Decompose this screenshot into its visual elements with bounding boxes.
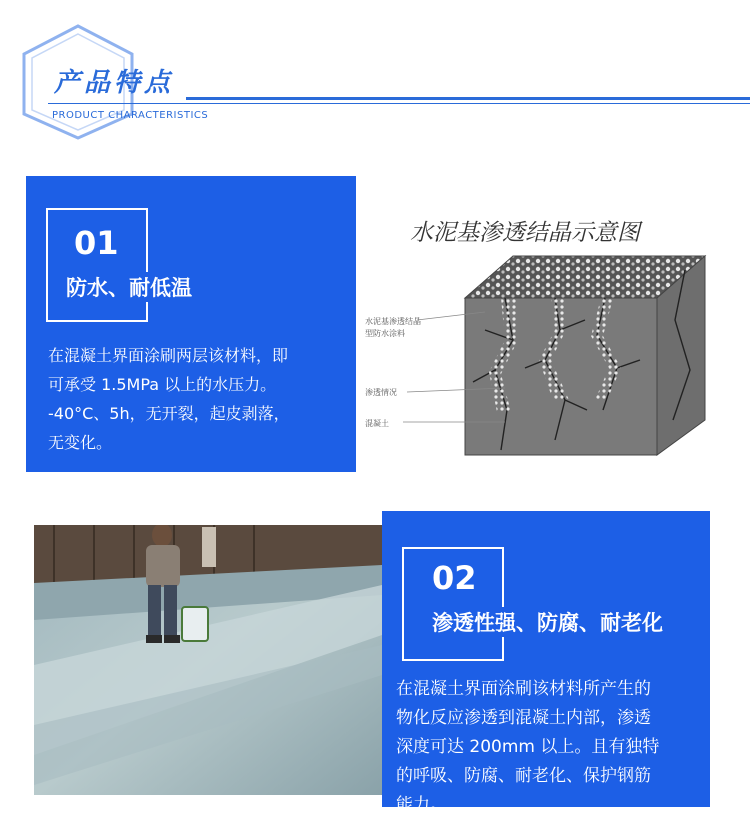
feature-title: 渗透性强、防腐、耐老化 (432, 607, 669, 637)
description-line: 的呼吸、防腐、耐老化、保护钢筋 (396, 766, 651, 786)
construction-photo (34, 525, 382, 795)
crystallization-diagram (355, 250, 735, 465)
description-line: 深度可达 200mm 以上。且有独特 (396, 737, 660, 757)
description-line: 可承受 1.5MPa 以上的水压力。 (48, 375, 277, 394)
feature-card-1 (26, 176, 356, 472)
feature-number: 02 (432, 559, 477, 597)
diagram-label-coating: 水泥基渗透结晶 (365, 317, 421, 326)
description-line: 在混凝土界面涂刷该材料所产生的 (396, 679, 651, 699)
feature-number: 01 (74, 224, 119, 262)
description-line: 在混凝土界面涂刷两层该材料，即 (48, 346, 289, 365)
feature-title: 防水、耐低温 (66, 272, 198, 302)
diagram-label-penetration: 渗透情况 (365, 388, 397, 397)
diagram-label-concrete: 混凝土 (365, 419, 389, 428)
feature-description (396, 675, 659, 820)
feature-description (48, 341, 290, 457)
description-line: 物化反应渗透到混凝土内部，渗透 (396, 708, 651, 728)
page-subtitle: PRODUCT CHARACTERISTICS (52, 110, 209, 121)
page-title: 产品特点 (54, 68, 175, 98)
description-line: 无变化。 (48, 433, 113, 452)
header-rule-thick (186, 97, 750, 100)
header-rule-thin (48, 103, 750, 104)
description-line: 能力。 (396, 795, 447, 815)
diagram-title: 水泥基渗透结晶示意图 (410, 220, 640, 246)
diagram-label-coating-2: 型防水涂料 (365, 329, 405, 338)
feature-card-2 (382, 511, 710, 815)
description-line: -40°C、5h，无开裂，起皮剥落， (48, 404, 290, 423)
